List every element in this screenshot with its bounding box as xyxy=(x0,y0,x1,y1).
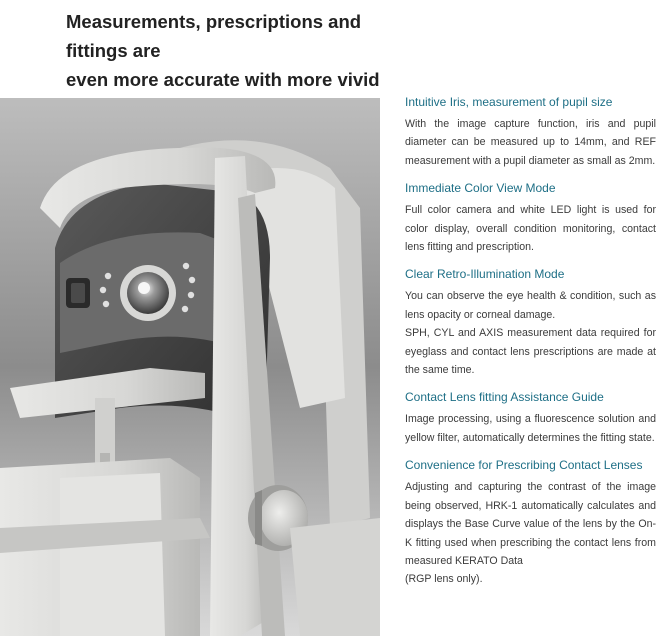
feature-item xyxy=(405,390,656,447)
headline-line-1: Measurements, prescriptions and fittings are xyxy=(66,11,362,61)
feature-body-2: (RGP lens only). xyxy=(405,573,483,586)
feature-body: Full color camera and white LED light is used for color display, overall condition monitoring, contact lens fitting and prescription. xyxy=(405,204,656,254)
feature-item xyxy=(405,267,656,379)
feature-title: Convenience for Prescribing Contact Lenses xyxy=(405,458,643,473)
feature-title: Intuitive Iris, measurement of pupil size xyxy=(405,95,613,109)
feature-body: Adjusting and capturing the contrast of the image being observed, HRK-1 automatically calculates and displays the Base Curve value of the lens by the On-K fitting used when prescribing the contact lens from measured KERATO Data xyxy=(405,481,656,567)
feature-item xyxy=(405,95,656,170)
feature-item xyxy=(405,181,656,256)
feature-title: Clear Retro-Illumination Mode xyxy=(405,267,565,282)
feature-body: With the image capture function, iris and pupil diameter can be measured up to 14mm, and REF measurement with a pupil diameter as small as 2mm. xyxy=(405,118,656,167)
feature-body: Image processing, using a fluorescence solution and yellow filter, automatically determines the fitting state. xyxy=(405,413,656,444)
feature-item xyxy=(405,458,656,588)
feature-list xyxy=(405,95,656,600)
feature-title: Immediate Color View Mode xyxy=(405,181,556,196)
feature-body-2: SPH, CYL and AXIS measurement data required for eyeglass and contact lens prescriptions are made at the same time. xyxy=(405,327,656,377)
feature-body: You can observe the eye health & condition, such as lens opacity or corneal damage. xyxy=(405,290,656,321)
headline-line-2: even more accurate with more vivid xyxy=(66,69,380,90)
device-photo xyxy=(0,98,380,636)
feature-title: Contact Lens fitting Assistance Guide xyxy=(405,390,604,405)
